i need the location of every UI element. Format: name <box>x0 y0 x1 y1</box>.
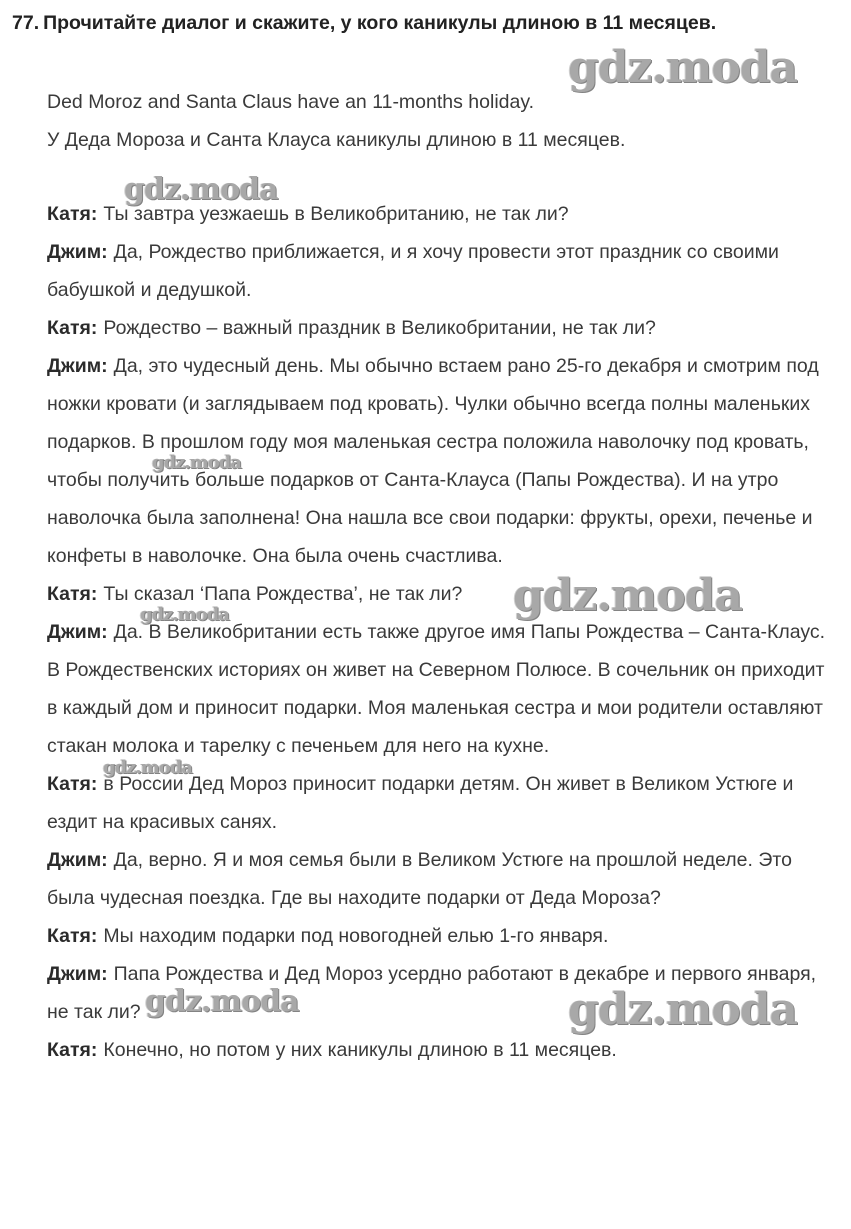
speaker-katya: Катя: <box>47 583 98 605</box>
answer-russian: У Деда Мороза и Санта Клауса каникулы длиною в 11 месяцев. <box>47 129 626 151</box>
dialog-text: Да, это чудесный день. Мы обычно встаем рано 25-го декабря и смотрим под ножки кровати (и заглядываем под кровать). Чулки обычно всегда полны маленьких подарков. В прошлом году моя маленькая сестра положила наволочку под кровать, чтобы получить больше подарков от Санта-Клауса (Папы Рождества). И на утро наволочка была заполнена! Она нашла все свои подарки: фрукты, орехи, печенье и конфеты в наволочке. Она была очень счастлива. <box>47 355 819 567</box>
answer-block <box>47 83 839 159</box>
dialog-text: Да, Рождество приближается, и я хочу провести этот праздник со своими бабушкой и дедушкой. <box>47 241 779 301</box>
speaker-jim: Джим: <box>47 963 108 985</box>
dialog-text: Мы находим подарки под новогодней елью 1-го января. <box>103 925 609 947</box>
dialog-text: Рождество – важный праздник в Великобритании, не так ли? <box>103 317 656 339</box>
dialog-text: Конечно, но потом у них каникулы длиною в 11 месяцев. <box>103 1039 617 1061</box>
task-number: 77. <box>12 12 40 34</box>
dialog-line <box>47 613 839 765</box>
dialog-text: Папа Рождества и Дед Мороз усердно работают в декабре и первого января, не так ли? <box>47 963 817 1023</box>
dialog-line <box>47 233 839 309</box>
task-heading <box>12 12 842 35</box>
watermark: gdz.moda <box>513 570 743 621</box>
speaker-katya: Катя: <box>47 317 98 339</box>
speaker-jim: Джим: <box>47 355 108 377</box>
watermark: gdz.moda <box>124 172 278 207</box>
dialog <box>47 195 839 1069</box>
speaker-jim: Джим: <box>47 241 108 263</box>
answer-english: Ded Moroz and Santa Claus have an 11-months holiday. <box>47 91 535 113</box>
speaker-katya: Катя: <box>47 1039 98 1061</box>
watermark: gdz.moda <box>152 452 241 473</box>
dialog-line <box>47 841 839 917</box>
speaker-jim: Джим: <box>47 849 108 871</box>
watermark: gdz.moda <box>103 757 192 778</box>
task-title: Прочитайте диалог и скажите, у кого каникулы длиною в 11 месяцев. <box>43 12 717 34</box>
watermark: gdz.moda <box>568 984 798 1035</box>
dialog-line <box>47 309 839 347</box>
dialog-text: в России Дед Мороз приносит подарки детям. Он живет в Великом Устюге и ездит на красивых санях. <box>47 773 794 833</box>
dialog-line <box>47 1031 839 1069</box>
watermark: gdz.moda <box>568 42 798 93</box>
watermark: gdz.moda <box>145 984 299 1019</box>
dialog-text: Ты сказал ‘Папа Рождества’, не так ли? <box>103 583 463 605</box>
speaker-jim: Джим: <box>47 621 108 643</box>
dialog-line <box>47 917 839 955</box>
speaker-katya: Катя: <box>47 203 98 225</box>
speaker-katya: Катя: <box>47 925 98 947</box>
speaker-katya: Катя: <box>47 773 98 795</box>
watermark: gdz.moda <box>140 604 229 625</box>
dialog-text: Ты завтра уезжаешь в Великобританию, не так ли? <box>103 203 569 225</box>
dialog-text: Да. В Великобритании есть также другое имя Папы Рождества – Санта-Клаус. В Рождественских историях он живет на Северном Полюсе. В сочельник он приходит в каждый дом и приносит подарки. Моя маленькая сестра и мои родители оставляют стакан молока и тарелку с печеньем для него на кухне. <box>47 621 826 757</box>
dialog-text: Да, верно. Я и моя семья были в Великом Устюге на прошлой неделе. Это была чудесная поездка. Где вы находите подарки от Деда Мороза? <box>47 849 792 909</box>
